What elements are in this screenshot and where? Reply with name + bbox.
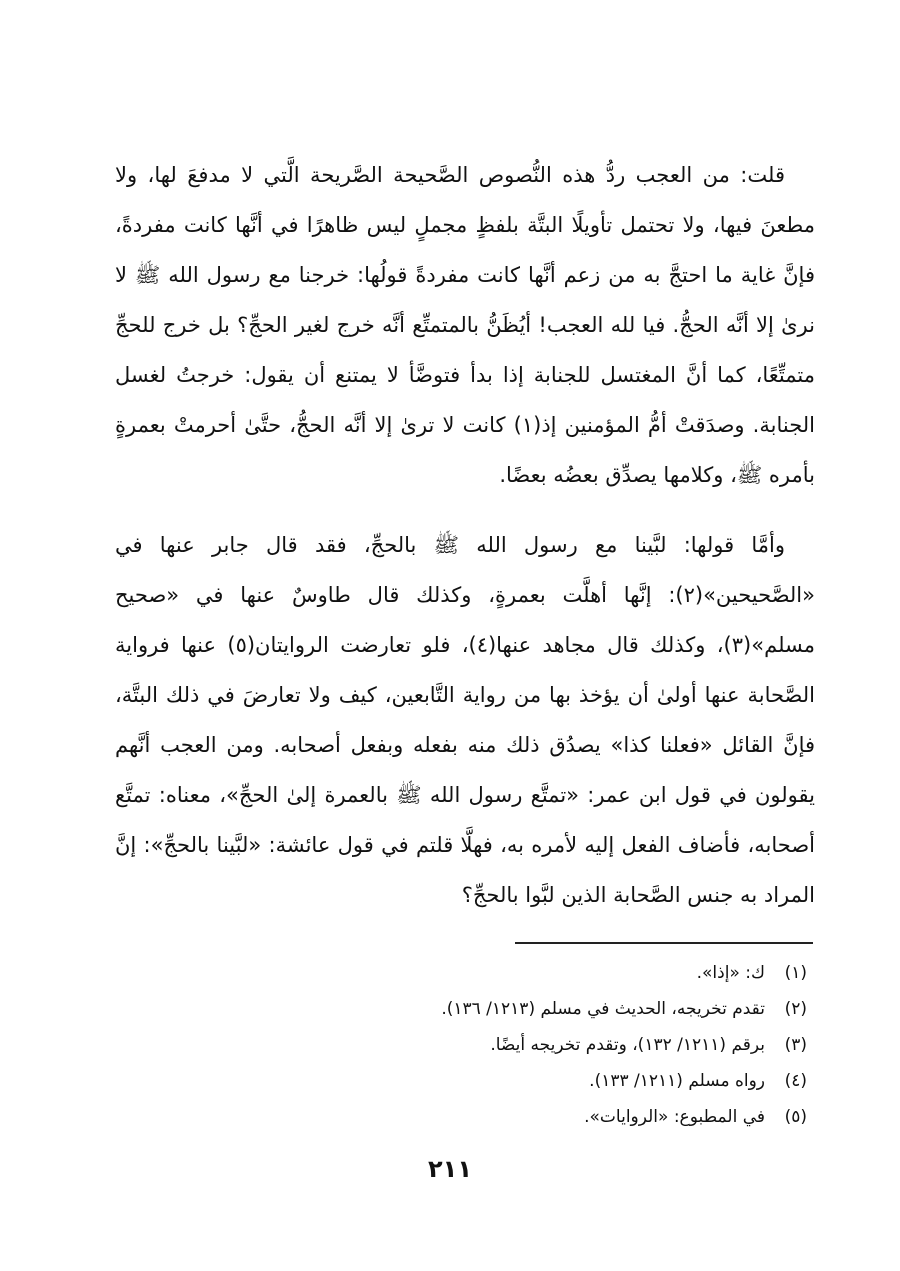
- page-number: ٢١١: [428, 1155, 472, 1183]
- footnote-number: (٣): [784, 1035, 807, 1055]
- footnote-text: تقدم تخريجه، الحديث في مسلم (١٢١٣/ ١٣٦).: [441, 999, 765, 1019]
- footnote-text: في المطبوع: «الروايات».: [584, 1107, 765, 1127]
- footnote-item: [115, 1099, 815, 1135]
- main-text: [115, 150, 815, 920]
- footnote-number: (٢): [784, 999, 807, 1019]
- footnote-text: رواه مسلم (١٢١١/ ١٣٣).: [589, 1071, 765, 1091]
- footnote-number: (٥): [784, 1107, 807, 1127]
- footnote-item: [115, 1063, 815, 1099]
- footnote-item: [115, 991, 815, 1027]
- paragraph-2: وأمَّا قولها: لبَّينا مع رسول الله ﷺ بالحجِّ، فقد قال جابر عنها في «الصَّحيحين»(٢): إنَّها أهلَّت بعمرةٍ، وكذلك قال طاوسٌ عنها في «صحيح مسلم»(٣)، وكذلك قال مجاهد عنها(٤)، فلو تعارضت الروايتان(٥) عنها فرواية الصَّحابة عنها أولىٰ أن يؤخذ بها من رواية التَّابعين، كيف ولا تعارضَ في ذلك البتَّة، فإنَّ القائل «فعلنا كذا» يصدُق ذلك منه بفعله وبفعل أصحابه. ومن العجب أنَّهم يقولون في قول ابن عمر: «تمتَّع رسول الله ﷺ بالعمرة إلىٰ الحجِّ»، معناه: تمتَّع أصحابه، فأضاف الفعل إليه لأمره به، فهلَّا قلتم في قول عائشة: «لبَّينا بالحجِّ»: إنَّ المراد به جنس الصَّحابة الذين لبَّوا بالحجِّ؟: [115, 533, 815, 907]
- footnote-number: (١): [784, 963, 807, 983]
- footnote-item: [115, 1027, 815, 1063]
- paragraph-1: قلت: من العجب ردُّ هذه النُّصوص الصَّحيحة الصَّريحة الَّتي لا مدفعَ لها، ولا مطعنَ فيها، ولا تحتمل تأويلًا البتَّة بلفظٍ مجملٍ ليس ظاهرًا في أنَّها كانت مفردةً، فإنَّ غاية ما احتجَّ به من زعم أنَّها كانت مفردةً قولُها: خرجنا مع رسول الله ﷺ لا نرىٰ إلا أنَّه الحجُّ. فيا لله العجب! أيُظَنُّ بالمتمتِّع أنَّه خرج لغير الحجِّ؟ بل خرج للحجِّ متمتِّعًا، كما أنَّ المغتسل للجنابة إذا بدأ فتوضَّأ لا يمتنع أن يقول: خرجتُ لغسل الجنابة. وصدَقتْ أمُّ المؤمنين إذ(١) كانت لا ترىٰ إلا أنَّه الحجُّ، حتَّىٰ أحرمتْ بعمرةٍ بأمره ﷺ، وكلامها يصدِّق بعضُه بعضًا.: [115, 163, 815, 487]
- footnotes: [115, 955, 815, 1135]
- footnote-number: (٤): [784, 1071, 807, 1091]
- footnote-text: برقم (١٢١١/ ١٣٢)، وتقدم تخريجه أيضًا.: [490, 1035, 765, 1055]
- footnote-text: ك: «إذا».: [696, 963, 765, 983]
- footnote-item: [115, 955, 815, 991]
- footnote-divider: [515, 942, 813, 944]
